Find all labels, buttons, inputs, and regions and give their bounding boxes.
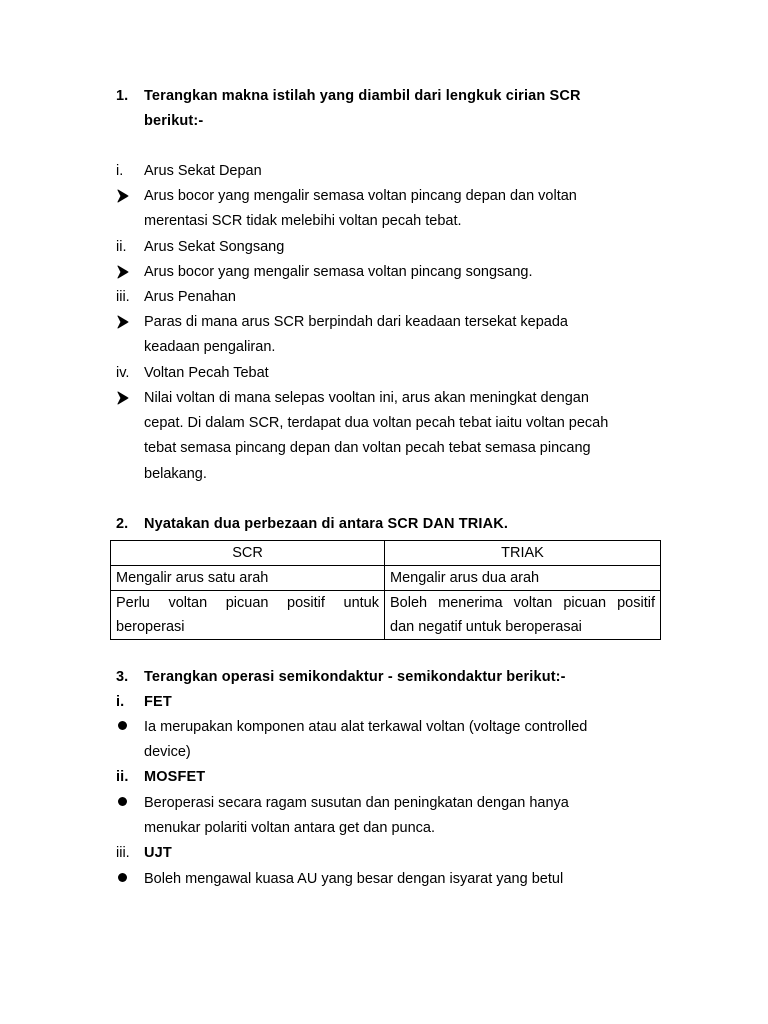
q1-item-4-desc-line-4: belakang.	[144, 466, 207, 482]
q3-item-1-desc-line-2: device)	[144, 744, 191, 760]
table-cell	[385, 566, 661, 591]
table-header-row	[111, 541, 661, 566]
cell-text: Mengalir arus dua arah	[390, 570, 540, 586]
q2-title: Nyatakan dua perbezaan di antara SCR DAN TRIAK.	[144, 516, 508, 532]
q1-item-3-marker: iii.	[116, 289, 130, 305]
q1-item-2-desc-line-1: Arus bocor yang mengalir semasa voltan pincang songsang.	[144, 264, 533, 280]
q1-item-3-desc-line-1: Paras di mana arus SCR berpindah dari keadaan tersekat kepada	[144, 314, 568, 330]
q1-item-4-desc-line-1: Nilai voltan di mana selepas vooltan ini, arus akan meningkat dengan	[144, 390, 589, 406]
q3-item-3-desc-line-1: Boleh mengawal kuasa AU yang besar dengan isyarat yang betul	[144, 871, 564, 887]
q1-item-2-marker: ii.	[116, 239, 127, 255]
cell-text: Boleh menerima voltan picuan positif	[390, 595, 655, 611]
q3-item-1-term: FET	[144, 694, 172, 710]
q1-title-line-2: berikut:-	[144, 113, 204, 129]
q1-item-1-term: Arus Sekat Depan	[144, 163, 262, 179]
q1-item-3-desc-line-2: keadaan pengaliran.	[144, 339, 276, 355]
q1-item-4-marker: iv.	[116, 365, 130, 381]
cell-text: dan negatif untuk beroperasai	[390, 619, 582, 635]
table-cell	[385, 591, 661, 640]
q3-item-2-desc-line-1: Beroperasi secara ragam susutan dan peningkatan dengan hanya	[144, 795, 569, 811]
q1-number: 1.	[116, 88, 129, 104]
table-header-triak: TRIAK	[385, 541, 661, 566]
q1-item-1-marker: i.	[116, 163, 124, 179]
table-cell	[111, 591, 385, 640]
q3-item-3-term: UJT	[144, 845, 172, 861]
q1-title-line-1: Terangkan makna istilah yang diambil dari lengkuk cirian SCR	[144, 88, 581, 104]
cell-text: Mengalir arus satu arah	[116, 570, 269, 586]
q1-item-4-term: Voltan Pecah Tebat	[144, 365, 269, 381]
arrow-bullet-icon	[117, 391, 129, 405]
q3-item-2-term: MOSFET	[144, 769, 206, 785]
q1-item-1-desc-line-1: Arus bocor yang mengalir semasa voltan pincang depan dan voltan	[144, 188, 577, 204]
comparison-table	[110, 540, 661, 640]
q2-number: 2.	[116, 516, 129, 532]
arrow-bullet-icon	[117, 189, 129, 203]
dot-bullet-icon	[118, 721, 127, 730]
table-header-scr: SCR	[111, 541, 385, 566]
table-cell	[111, 566, 385, 591]
q1-item-1-desc-line-2: merentasi SCR tidak melebihi voltan pecah tebat.	[144, 213, 462, 229]
cell-text: beroperasi	[116, 619, 185, 635]
q3-item-2-marker: ii.	[116, 769, 129, 785]
q1-item-4-desc-line-3: tebat semasa pincang depan dan voltan pecah tebat semasa pincang	[144, 440, 591, 456]
dot-bullet-icon	[118, 797, 127, 806]
q1-item-3-term: Arus Penahan	[144, 289, 236, 305]
cell-text: Perlu voltan picuan positif untuk	[116, 595, 379, 611]
q3-item-3-marker: iii.	[116, 845, 130, 861]
q3-title: Terangkan operasi semikondaktur - semikondaktur berikut:-	[144, 669, 566, 685]
q3-number: 3.	[116, 669, 129, 685]
arrow-bullet-icon	[117, 265, 129, 279]
dot-bullet-icon	[118, 873, 127, 882]
q1-item-4-desc-line-2: cepat. Di dalam SCR, terdapat dua voltan pecah tebat iaitu voltan pecah	[144, 415, 609, 431]
table-row	[111, 591, 661, 640]
q3-item-1-marker: i.	[116, 694, 125, 710]
arrow-bullet-icon	[117, 315, 129, 329]
q3-item-1-desc-line-1: Ia merupakan komponen atau alat terkawal voltan (voltage controlled	[144, 719, 588, 735]
table-row	[111, 566, 661, 591]
q3-item-2-desc-line-2: menukar polariti voltan antara get dan punca.	[144, 820, 435, 836]
q1-item-2-term: Arus Sekat Songsang	[144, 239, 285, 255]
